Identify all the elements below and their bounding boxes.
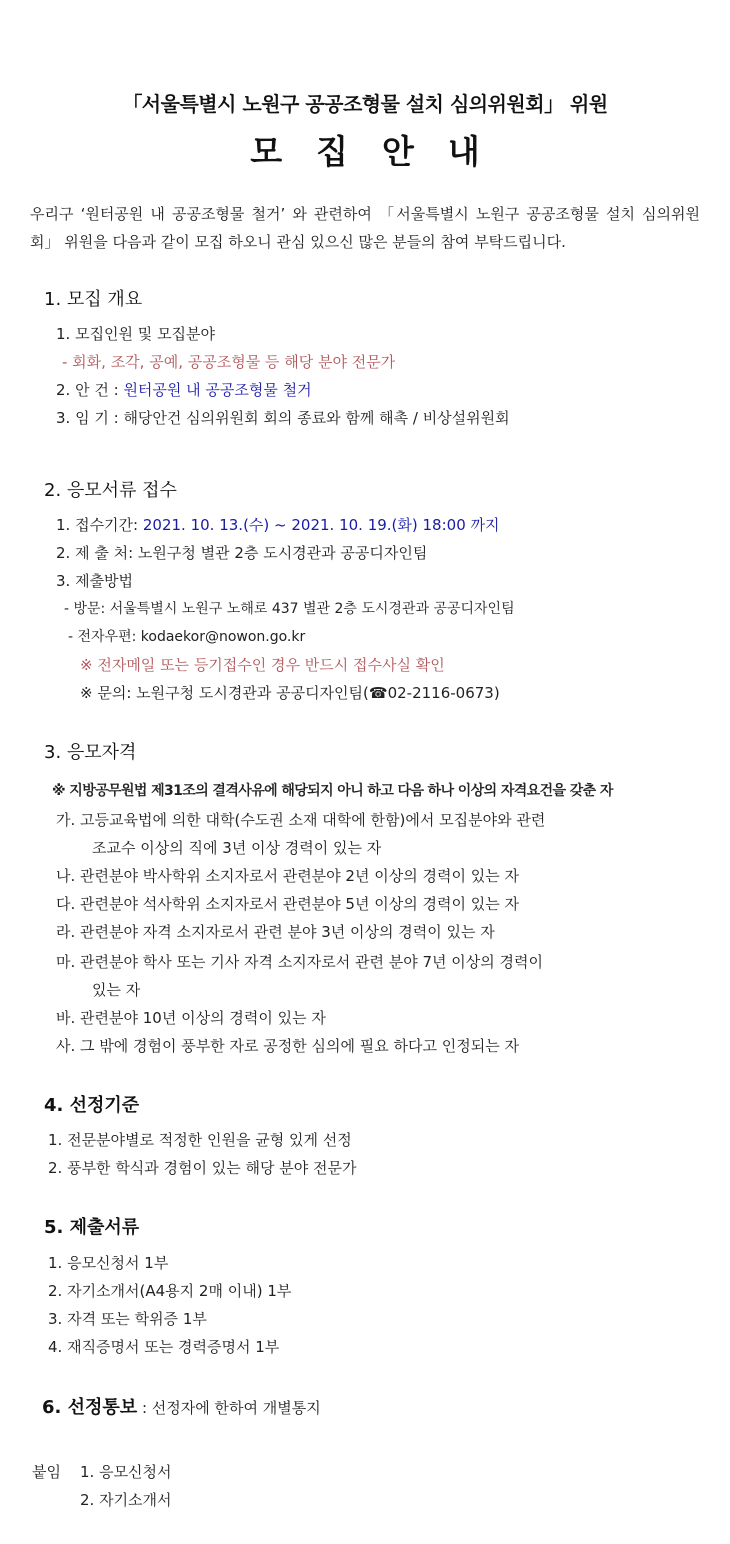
email-note: ※ 전자메일 또는 등기접수인 경우 반드시 접수사실 확인	[80, 656, 445, 674]
eligibility-sa: 사. 그 밖에 경험이 풍부한 자로 공정한 심의에 필요 하다고 인정되는 자	[56, 1037, 519, 1055]
visit-method: - 방문: 서울특별시 노원구 노해로 437 별관 2층 도시경관과 공공디자인팀	[64, 601, 515, 617]
documents-item-1: 1. 응모신청서 1부	[48, 1254, 169, 1272]
inquiry-text: ※ 문의: 노원구청 도시경관과 공공디자인팀(	[80, 684, 369, 702]
documents-item-2: 2. 자기소개서(A4용지 2매 이내) 1부	[48, 1282, 292, 1300]
submit-place-row	[56, 542, 427, 564]
section6-heading: 6. 선정통보	[42, 1397, 138, 1418]
eligibility-note: ※ 지방공무원법 제31조의 결격사유에 해당되지 아니 하고 다음 하나 이상의 자격요건을 갖춘 자	[52, 783, 613, 799]
eligibility-na: 나. 관련분야 박사학위 소지자로서 관련분야 2년 이상의 경력이 있는 자	[56, 867, 519, 885]
term-value: 해당안건 심의위원회 회의 종료와 함께 해촉 / 비상설위원회	[123, 409, 510, 427]
eligibility-ga-line2: 조교수 이상의 직에 3년 이상 경력이 있는 자	[92, 839, 382, 857]
recruit-field-label: 1. 모집인원 및 모집분야	[56, 325, 216, 343]
term-row	[56, 407, 510, 429]
phone-icon: ☎	[368, 684, 388, 702]
documents-item-3: 3. 자격 또는 학위증 1부	[48, 1310, 207, 1328]
agenda-row	[56, 379, 312, 401]
agenda-value: 원터공원 내 공공조형물 철거	[123, 381, 312, 399]
eligibility-da: 다. 관련분야 석사학위 소지자로서 관련분야 5년 이상의 경력이 있는 자	[56, 895, 519, 913]
eligibility-ba: 바. 관련분야 10년 이상의 경력이 있는 자	[56, 1009, 326, 1027]
submit-place-value: 노원구청 별관 2층 도시경관과 공공디자인팀	[137, 544, 428, 562]
period-label: 1. 접수기간:	[56, 516, 139, 534]
criteria-item-1: 1. 전문분야별로 적정한 인원을 균형 있게 선정	[48, 1131, 352, 1149]
eligibility-ga-line1: 가. 고등교육법에 의한 대학(수도권 소재 대학에 한함)에서 모집분야와 관련	[56, 811, 546, 829]
submit-place-label: 2. 제 출 처:	[56, 544, 134, 562]
attachments-label: 붙임	[32, 1463, 61, 1481]
term-label: 3. 임 기 :	[56, 409, 119, 427]
period-row	[56, 514, 500, 536]
eligibility-ma-line1: 마. 관련분야 학사 또는 기사 자격 소지자로서 관련 분야 7년 이상의 경력이	[56, 953, 543, 971]
notification-value: 선정자에 한하여 개별통지	[151, 1399, 321, 1417]
section1-heading: 1. 모집 개요	[44, 289, 143, 310]
section5-heading: 5. 제출서류	[44, 1217, 140, 1238]
notification-row	[42, 1397, 321, 1419]
inquiry-phone: 02-2116-0673)	[387, 684, 500, 702]
section3-heading: 3. 응모자격	[44, 742, 137, 763]
section2-heading: 2. 응모서류 접수	[44, 480, 177, 501]
recruit-field-value: - 회화, 조각, 공예, 공공조형물 등 해당 분야 전문가	[62, 353, 396, 371]
notification-separator: :	[137, 1399, 152, 1417]
intro-paragraph: 우리구 ‘원터공원 내 공공조형물 철거’ 와 관련하여 「서울특별시 노원구 공공조형물 설치 심의위원회」 위원을 다음과 같이 모집 하오니 관심 있으신 많은 분들의 참여 부탁드립니다.	[30, 205, 700, 251]
email-method: - 전자우편: kodaekor@nowon.go.kr	[68, 629, 306, 645]
criteria-item-2: 2. 풍부한 학식과 경험이 있는 해당 분야 전문가	[48, 1159, 357, 1177]
inquiry-note	[80, 682, 500, 704]
submit-method-label: 3. 제출방법	[56, 572, 134, 590]
document-subtitle: 모집안내	[250, 132, 514, 171]
attachment-item-1: 1. 응모신청서	[80, 1463, 172, 1481]
period-value: 2021. 10. 13.(수) ~ 2021. 10. 19.(화) 18:00 까지	[142, 516, 500, 534]
attachment-item-2: 2. 자기소개서	[80, 1491, 172, 1509]
agenda-label: 2. 안 건 :	[56, 381, 119, 399]
documents-item-4: 4. 재직증명서 또는 경력증명서 1부	[48, 1338, 280, 1356]
eligibility-ra: 라. 관련분야 자격 소지자로서 관련 분야 3년 이상의 경력이 있는 자	[56, 923, 495, 941]
eligibility-ma-line2: 있는 자	[92, 981, 141, 999]
section4-heading: 4. 선정기준	[44, 1095, 140, 1116]
document-title: 「서울특별시 노원구 공공조형물 설치 심의위원회」 위원	[122, 92, 608, 116]
